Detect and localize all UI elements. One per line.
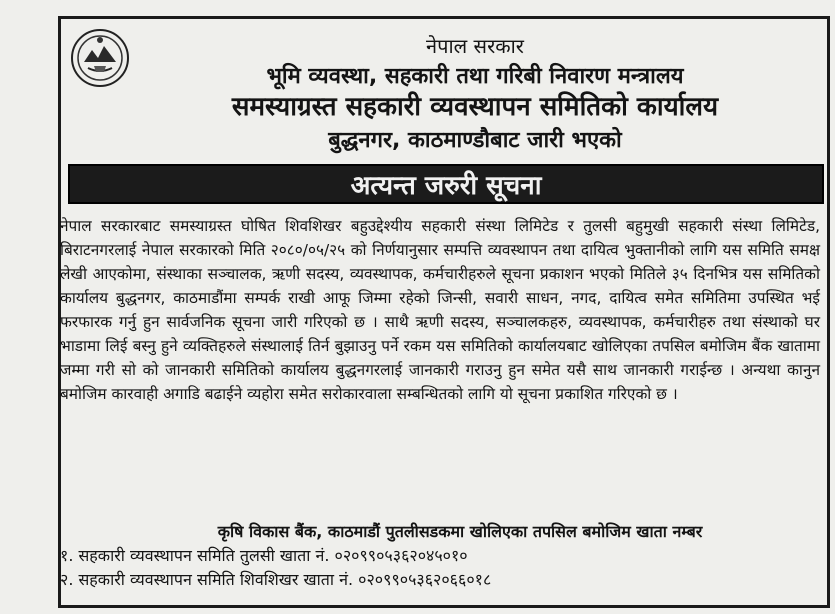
- government-emblem-icon: [70, 28, 130, 88]
- notice-body: नेपाल सरकारबाट समस्याग्रस्त घोषित शिवशिखर बहुउद्देश्यीय सहकारी संस्था लिमिटेड र तुलसी बहुमुखी सहकारी संस्था लिमिटेड, बिराटनगरलाई नेपाल सरकारको मिति २०८०/०५/२५ को निर्णयानुसार सम्पत्ति व्यवस्थापन तथा दायित्व भुक्तानीको लागि यस समिति समक्ष लेखी आएकोमा, संस्थाका सञ्चालक, ऋणी सदस्य, व्यवस्थापक, कर्मचारीहरुले सूचना प्रकाशन भएको मितिले ३५ दिनभित्र यस समितिको कार्यालय बुद्धनगर, काठमाडौंमा सम्पर्क राखी आफू जिम्मा रहेको जिन्सी, सवारी साधन, नगद, दायित्व समेत समितिमा उपस्थित भई फरफारक गर्नु हुन सार्वजनिक सूचना जारी गरिएको छ । साथै ऋणी सदस्य, सञ्चालकहरु, व्यवस्थापक, कर्मचारीहरु तथा संस्थाको घर भाडामा लिई बस्नु हुने व्यक्तिहरुले संस्थालाई तिर्न बुझाउनु पर्ने रकम यस समितिको कार्यालयबाट खोलिएका तपसिल बमोजिम बैंक खातामा जम्मा गरी सो को जानकारी समितिको कार्यालय बुद्धनगरलाई जानकारी गराउनु हुन समेत यसै साथ जानकारी गराईन्छ । अन्यथा कानुन बमोजिम कारवाही अगाडि बढाईने व्यहोरा समेत सरोकारवाला सम्बन्धितको लागि यो सूचना प्रकाशित गरिएको छ ।: [60, 217, 821, 403]
- issued-from-heading: बुद्धनगर, काठमाण्डौबाट जारी भएको: [328, 128, 622, 153]
- account-item-shivshikhar: २. सहकारी व्यवस्थापन समिति शिवशिखर खाता नं. ०२०९९०५३६२०६६०१८: [60, 570, 492, 589]
- notice-title-banner: अत्यन्त जरुरी सूचना: [68, 164, 824, 204]
- office-heading: समस्याग्रस्त सहकारी व्यवस्थापन समितिको कार्यालय: [231, 92, 719, 122]
- government-heading: नेपाल सरकार: [426, 34, 524, 58]
- account-item-tulsi: १. सहकारी व्यवस्थापन समिति तुलसी खाता नं. ०२०९९०५३६२०४५०१०: [60, 546, 468, 565]
- accounts-heading: कृषि विकास बैंक, काठमाडौं पुतलीसडकमा खोलिएका तपसिल बमोजिम खाता नम्बर: [217, 522, 703, 541]
- ministry-heading: भूमि व्यवस्था, सहकारी तथा गरिबी निवारण मन्त्रालय: [266, 64, 684, 89]
